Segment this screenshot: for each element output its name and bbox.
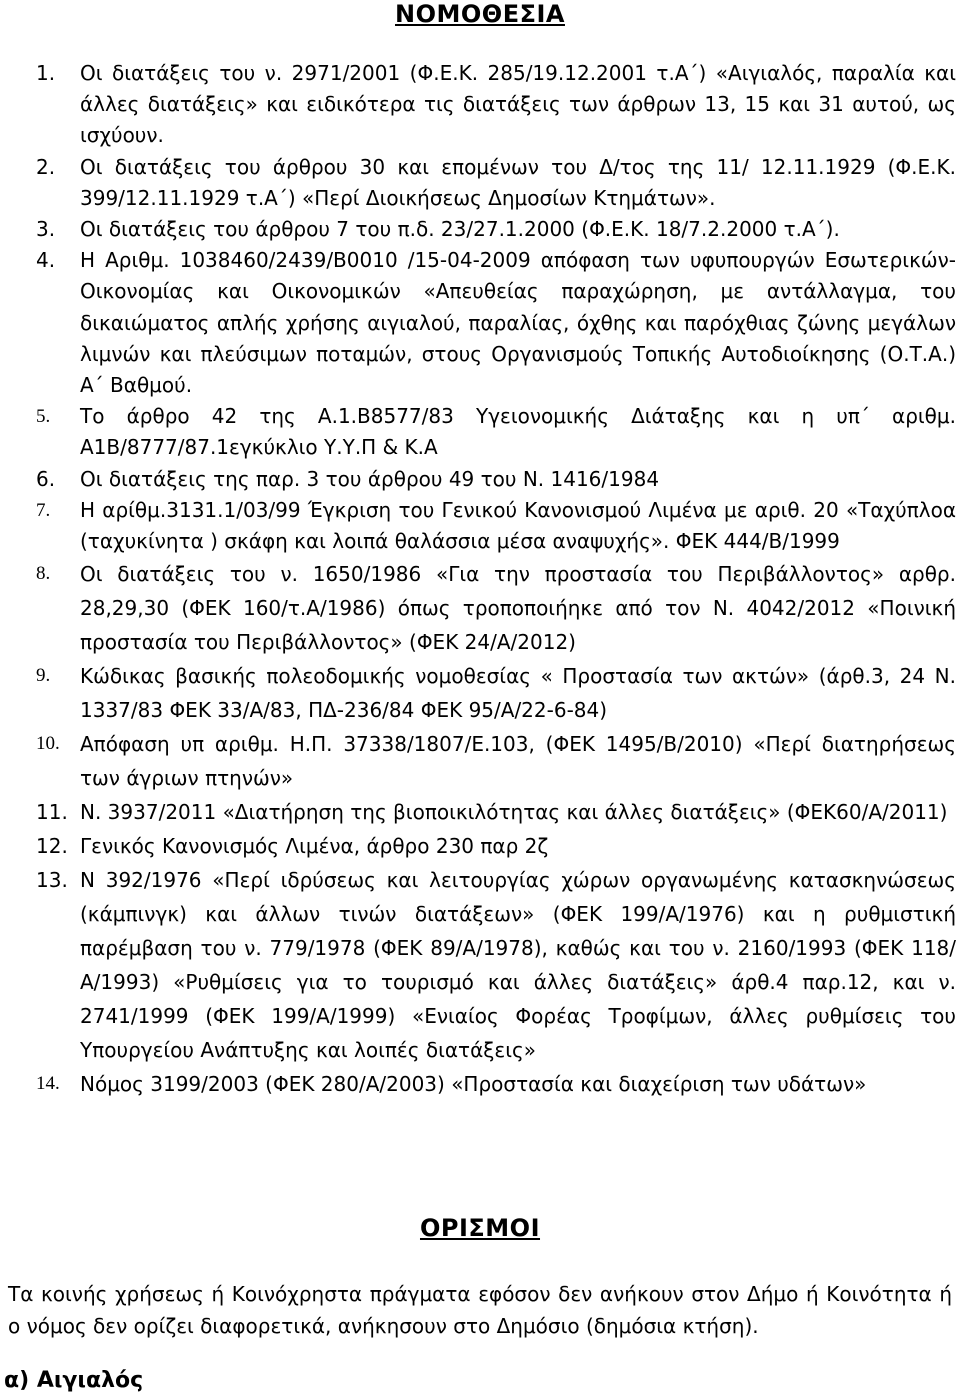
page-title: ΝΟΜΟΘΕΣΙΑ xyxy=(395,0,565,28)
list-item-number: 12. xyxy=(36,834,68,859)
list-item-number: 10. xyxy=(36,733,60,755)
list-item xyxy=(36,795,956,829)
list-item xyxy=(36,727,956,795)
list-item-number: 7. xyxy=(36,499,51,521)
list-item-number: 6. xyxy=(36,466,56,491)
list-item xyxy=(36,829,956,863)
list-item xyxy=(36,557,956,659)
list-item xyxy=(36,152,956,214)
list-item xyxy=(36,464,956,495)
list-item-text: Απόφαση υπ αριθμ. Η.Π. 37338/1807/Ε.103, (ΦΕΚ 1495/Β/2010) «Περί διατηρήσεως των άγριων πτηνών» xyxy=(80,732,956,791)
list-item-text: Νόμος 3199/2003 (ΦΕΚ 280/Α/2003) «Προστασία και διαχείριση των υδάτων» xyxy=(80,1072,867,1097)
subsection-heading: α) Αιγιαλός xyxy=(4,1368,144,1393)
list-item-number: 4. xyxy=(36,248,56,273)
list-item-text: Το άρθρο 42 της Α.1.Β8577/83 Υγειονομικής Διάταξης και η υπ΄ αριθμ. Α1Β/8777/87.1εγκύκλιο Υ.Υ.Π & Κ.Α xyxy=(80,404,956,460)
list-item-number: 1. xyxy=(36,61,56,85)
list-item xyxy=(36,214,956,245)
list-item-text: Οι διατάξεις του άρθρου 7 του π.δ. 23/27.1.2000 (Φ.Ε.Κ. 18/7.2.2000 τ.Α΄). xyxy=(80,217,840,242)
list-item-number: 13. xyxy=(36,868,68,893)
list-item-number: 9. xyxy=(36,665,51,687)
list-item xyxy=(36,495,956,557)
list-item xyxy=(36,58,956,152)
list-item-text: Ν. 3937/2011 «Διατήρηση της βιοποικιλότητας και άλλες διατάξεις» (ΦΕΚ60/Α/2011) xyxy=(80,800,948,825)
list-item-number: 5. xyxy=(36,406,51,428)
definitions-title: ΟΡΙΣΜΟΙ xyxy=(419,1214,541,1242)
list-item xyxy=(36,401,956,463)
list-item-text: Η Αριθμ. 1038460/2439/Β0010 /15-04-2009 απόφαση των υφυπουργών Εσωτερικών-Οικονομίας και Οικονομικών «Απευθείας παραχώρηση, με αντάλλαγμα, του δικαιώματος απλής χρήσης αιγιαλού, παραλίας, όχθης και παρόχθιας ζώνης μεγάλων λιμνών και πλεύσιμων ποταμών, στους Οργανισμούς Τοπικής Αυτοδιοίκησης (Ο.Τ.Α.) Α΄ Βαθμού. xyxy=(80,248,956,398)
list-item-text: Κώδικας βασικής πολεοδομικής νομοθεσίας « Προστασία των ακτών» (άρθ.3, 24 Ν. 1337/83 ΦΕΚ 33/Α/83, ΠΔ-236/84 ΦΕΚ 95/Α/22-6-84) xyxy=(80,664,956,723)
list-item-text: Ν 392/1976 «Περί ιδρύσεως και λειτουργίας χώρων οργανωμένης κατασκηνώσεως (κάμπινγκ) και άλλων τινών διατάξεων» (ΦΕΚ 199/Α/1976) και η ρυθμιστική παρέμβαση του ν. 779/1978 (ΦΕΚ 89/Α/1978), καθώς και του ν. 2160/1993 (ΦΕΚ 118/Α/1993) «Ρυθμίσεις για το τουρισμό και άλλες διατάξεις» άρθ.4 παρ.12, και ν. 2741/1999 (ΦΕΚ 199/Α/1999) «Ενιαίος Φορέας Τροφίμων, άλλες ρυθμίσεις του Υπουργείου Ανάπτυξης και λοιπές διατάξεις» xyxy=(80,868,956,1063)
list-item-number: 11. xyxy=(36,800,68,825)
list-item-number: 14. xyxy=(36,1073,60,1095)
list-item xyxy=(36,863,956,1067)
list-item xyxy=(36,245,956,401)
definitions-intro: Τα κοινής χρήσεως ή Κοινόχρηστα πράγματα εφόσον δεν ανήκουν στον Δήμο ή Κοινότητα ή ο νόμος δεν ορίζει διαφορετικά, ανήκησουν στο Δημόσιο (δημόσια κτήση). xyxy=(8,1282,952,1338)
list-item-text: Οι διατάξεις του ν. 2971/2001 (Φ.Ε.Κ. 285/19.12.2001 τ.Α΄) «Αιγιαλός, παραλία και άλλες διατάξεις» και ειδικότερα τις διατάξεις των άρθρων 13, 15 και 31 αυτού, ως ισχύουν. xyxy=(80,61,956,148)
list-item-number: 3. xyxy=(36,217,56,242)
legislation-list xyxy=(36,58,956,1101)
list-item-text: Γενικός Κανονισμός Λιμένα, άρθρο 230 παρ 2ζ xyxy=(80,834,549,859)
list-item-number: 2. xyxy=(36,154,56,179)
list-item-text: Οι διατάξεις της παρ. 3 του άρθρου 49 του Ν. 1416/1984 xyxy=(80,466,660,491)
list-item-text: Οι διατάξεις του ν. 1650/1986 «Για την προστασία του Περιβάλλοντος» αρθρ. 28,29,30 (ΦΕΚ 160/τ.Α/1986) όπως τροποποιήηκε από τον Ν. 4042/2012 «Ποινική προστασία του Περιβάλλοντος» (ΦΕΚ 24/Α/2012) xyxy=(80,562,956,655)
list-item-text: Οι διατάξεις του άρθρου 30 και επομένων του Δ/τος της 11/ 12.11.1929 (Φ.Ε.Κ. 399/12.11.1929 τ.Α΄) «Περί Διοικήσεως Δημοσίων Κτημάτων». xyxy=(80,154,956,210)
list-item-text: Η αρίθμ.3131.1/03/99 Έγκριση του Γενικού Κανονισμού Λιμένα με αριθ. 20 «Ταχύπλοα (ταχυκίνητα ) σκάφη και λοιπά θαλάσσια μέσα αναψυχής». ΦΕΚ 444/Β/1999 xyxy=(80,497,956,554)
list-item xyxy=(36,659,956,727)
list-item-number: 8. xyxy=(36,563,51,585)
list-item xyxy=(36,1067,956,1101)
